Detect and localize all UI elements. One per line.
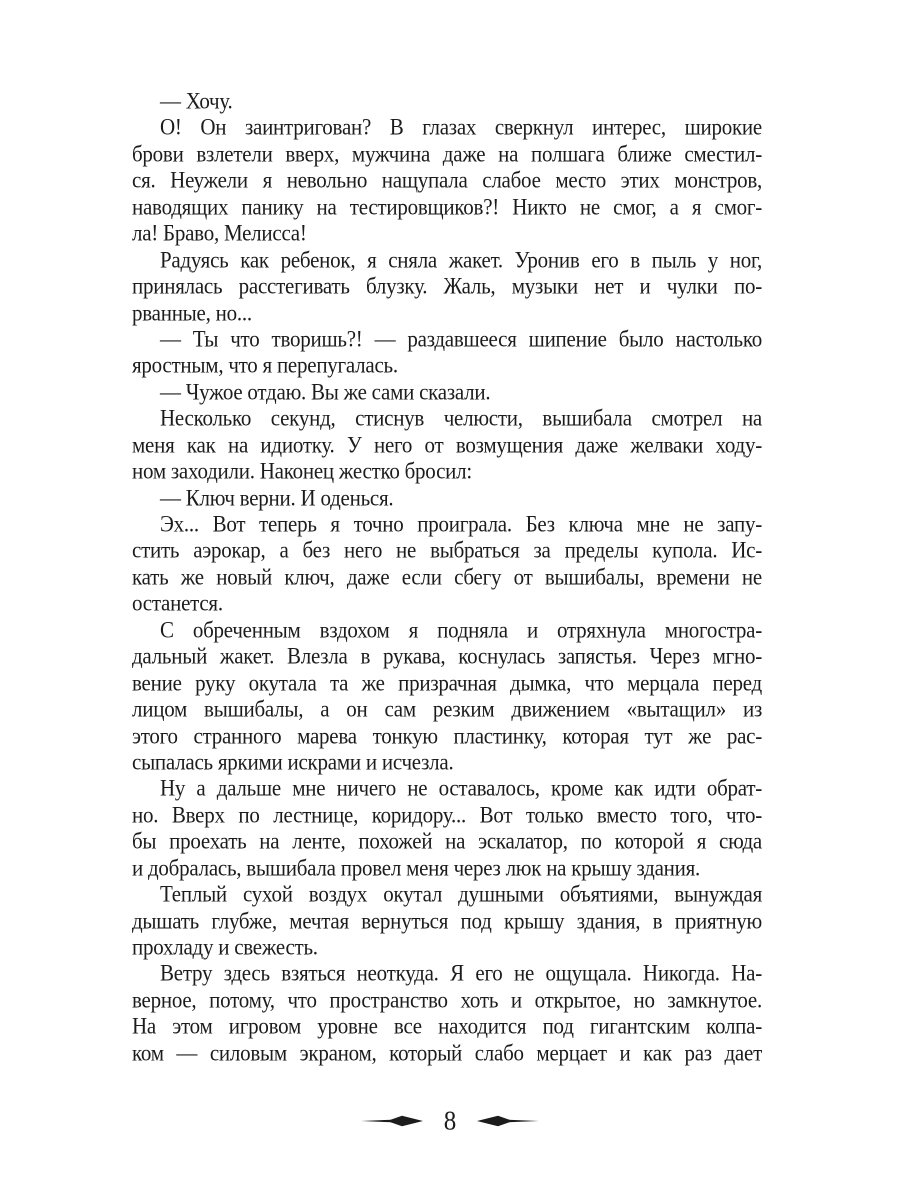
text-line: яростным, что я перепугалась. bbox=[132, 351, 398, 379]
page-number: 8 bbox=[443, 1106, 457, 1136]
paragraph bbox=[132, 379, 762, 405]
paragraph bbox=[132, 88, 762, 114]
text-line: — Ключ верни. И оденься. bbox=[160, 483, 394, 511]
text-line: рванные, но... bbox=[132, 298, 252, 326]
paragraph bbox=[132, 405, 762, 484]
paragraph bbox=[132, 326, 762, 379]
text-line: — Ты что творишь?! — раздавшееся шипение было настолько bbox=[160, 325, 762, 353]
paragraph bbox=[132, 511, 762, 617]
text-line: С обреченным вздохом я подняла и отряхнула многостра- bbox=[160, 615, 762, 644]
text-line: Эх... Вот теперь я точно проиграла. Без ключа мне не запу- bbox=[160, 510, 762, 538]
text-line: дышать глубже, мечтая вернуться под крышу здания, в приятную bbox=[132, 906, 762, 934]
text-line: ком — силовым экраном, который слабо мерцает и как раз дает bbox=[132, 1038, 762, 1067]
text-line: наводящих панику на тестировщиков?! Никто не смог, а я смог- bbox=[132, 192, 762, 221]
text-line: О! Он заинтригован? В глазах сверкнул интерес, широкие bbox=[160, 113, 762, 141]
text-line: но. Вверх по лестнице, коридору... Вот только вместо того, что- bbox=[132, 801, 762, 829]
text-line: брови взлетели вверх, мужчина даже на полшага ближе сместил- bbox=[132, 140, 762, 168]
text-line: верное, потому, что пространство хоть и открытое, но замкнутое. bbox=[132, 986, 762, 1014]
text-line: Ну а дальше мне ничего не оставалось, кроме как идти обрат- bbox=[160, 774, 762, 802]
paragraph bbox=[132, 617, 762, 776]
text-line: Несколько секунд, стиснув челюсти, вышибала смотрел на bbox=[160, 404, 762, 432]
page-footer bbox=[0, 1106, 900, 1136]
footer-ornament-left-icon bbox=[361, 1114, 423, 1128]
text-line: бы проехать на ленте, похожей на эскалатор, по которой я сюда bbox=[132, 827, 762, 855]
text-line: дальный жакет. Влезла в рукава, коснулась запястья. Через мгно- bbox=[132, 642, 762, 670]
paragraph bbox=[132, 960, 762, 1066]
text-line: сыпалась яркими искрами и исчезла. bbox=[132, 748, 454, 776]
text-line: Ветру здесь взяться неоткуда. Я его не ощущала. Никогда. На- bbox=[160, 959, 762, 987]
text-block bbox=[132, 88, 762, 1066]
text-line: Радуясь как ребенок, я сняла жакет. Уронив его в пыль у ног, bbox=[160, 245, 762, 273]
text-line: ся. Неужели я невольно нащупала слабое место этих монстров, bbox=[132, 166, 762, 194]
footer-ornament-right-icon bbox=[477, 1114, 539, 1128]
text-line: кать же новый ключ, даже если сбегу от вышибалы, времени не bbox=[132, 563, 762, 591]
paragraph bbox=[132, 114, 762, 246]
paragraph bbox=[132, 881, 762, 960]
text-line: и добралась, вышибала провел меня через люк на крышу здания. bbox=[132, 853, 701, 882]
text-line: вение руку окутала та же призрачная дымка, что мерцала перед bbox=[132, 668, 762, 696]
text-line: На этом игровом уровне все находится под гигантским колпа- bbox=[132, 1012, 762, 1040]
text-line: ном заходили. Наконец жестко бросил: bbox=[132, 457, 472, 485]
paragraph bbox=[132, 485, 762, 511]
text-line: меня как на идиотку. У него от возмущения даже желваки ходу- bbox=[132, 430, 762, 459]
text-line: прохладу и свежесть. bbox=[132, 933, 318, 961]
text-line: лицом вышибалы, а он сам резким движением «вытащил» из bbox=[132, 695, 762, 723]
text-line: — Хочу. bbox=[160, 87, 233, 115]
text-line: этого странного марева тонкую пластинку, которая тут же рас- bbox=[132, 721, 762, 749]
text-line: принялась расстегивать блузку. Жаль, музыки нет и чулки по- bbox=[132, 272, 762, 300]
paragraph bbox=[132, 775, 762, 881]
text-line: останется. bbox=[132, 589, 223, 617]
text-line: стить аэрокар, а без него не выбраться за пределы купола. Ис- bbox=[132, 536, 762, 564]
text-line: ла! Браво, Мелисса! bbox=[132, 219, 307, 247]
text-line: — Чужое отдаю. Вы же сами сказали. bbox=[160, 378, 491, 406]
text-line: Теплый сухой воздух окутал душными объятиями, вынуждая bbox=[160, 880, 762, 908]
paragraph bbox=[132, 247, 762, 326]
